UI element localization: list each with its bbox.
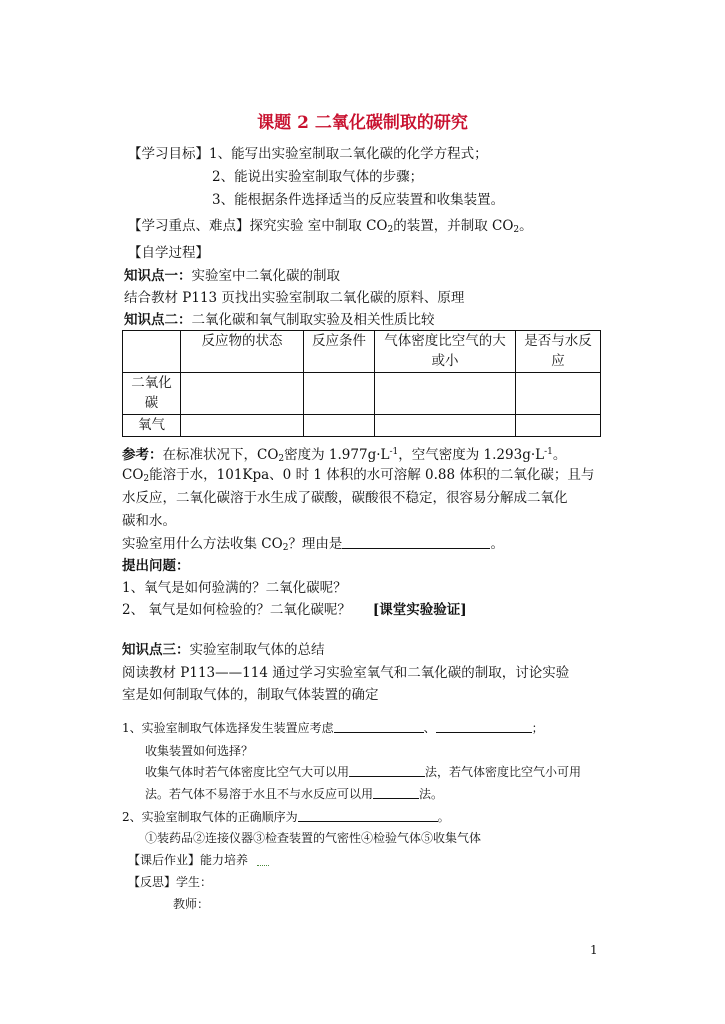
questions-heading: 提出问题： [122,558,190,574]
table-header-row [123,331,601,373]
key-points-label: 【学习重点、难点】 [128,218,250,234]
objective-item: 1、能写出实验室制取二氧化碳的化学方程式； [209,146,488,162]
knowledge-point-2: 知识点二：二氧化碳和氧气制取实验及相关性质比较 [124,312,435,328]
summary-item-2-steps: ①装药品②连接仪器③检查装置的气密性④检验气体⑤收集气体 [145,831,482,845]
kp3-reading-1: 阅读教材 P113——114 通过学习实验室氧气和二氧化碳的制取，讨论实验 [122,665,570,681]
table-header-cell [123,331,181,373]
reference-line-1: 参考：在标准状况下，$CO_2$密度为 $1.977g\cdot L^{-1}$，空气密度为 $1.293g\cdot L^{-1}$。 [122,447,567,464]
objective-item: 3、能根据条件选择适当的反应装置和收集装置。 [212,192,505,208]
table-cell [516,415,601,437]
answer-blank[interactable] [342,535,490,549]
reflection-teacher: 教师： [173,897,210,911]
table-cell [181,415,304,437]
summary-item-2: 2、实验室制取气体的正确顺序为 。 [122,810,450,824]
table-row [123,415,601,437]
question-2: 2、 氧气是如何检验的？二氧化碳呢？ [课堂实验验证] [122,602,467,618]
reference-line-4: 碳和水。 [122,513,176,529]
page-number: 1 [590,943,598,957]
summary-item-1: 1、实验室制取气体选择发生装置应考虑 、 ； [122,721,544,735]
knowledge-point-3: 知识点三：实验室制取气体的总结 [122,642,325,658]
kp1-instruction: 结合教材 P113 页找出实验室制取二氧化碳的原料、原理 [124,290,465,306]
page-title: 课题 2 二氧化碳制取的研究 [257,113,468,133]
objectives-section [128,145,488,163]
answer-blank[interactable] [349,763,425,777]
answer-blank[interactable] [436,719,532,733]
row-label-co2: 二氧化碳 [123,373,181,415]
table-row [123,373,601,415]
answer-blank[interactable] [334,719,424,733]
homework-label: 【课后作业】 [128,853,201,867]
kp1-label: 知识点一： [124,268,192,284]
summary-item-1-rule-a: 收集气体时若气体密度比空气大可以用 法，若气体密度比空气小可用 [145,765,582,779]
spellcheck-underline [257,862,269,866]
key-points: 【学习重点、难点】探究实验 室中制取 $CO_2$的装置，并制取 $CO_2$。 [128,218,533,235]
reflection-label: 【反思】 [128,875,177,889]
classroom-verify-tag: [课堂实验验证] [372,602,467,618]
kp3-reading-2: 室是如何制取气体的，制取气体装置的确定 [122,687,379,703]
table-header-cell: 反应条件 [304,331,375,373]
table-cell [181,373,304,415]
reference-line-2: $CO_2$能溶于水，101Kpa、0 时 1 体积的水可溶解 0.88 体积的二氧化碳；且与 [122,467,595,484]
table-cell [304,415,375,437]
knowledge-point-1: 知识点一：实验室中二氧化碳的制取 [124,268,340,284]
kp3-label: 知识点三： [122,642,190,658]
kp2-label: 知识点二： [124,312,192,328]
table-cell [516,373,601,415]
objectives-label: 【学习目标】 [128,146,209,162]
answer-blank[interactable] [373,785,419,799]
collection-question: 实验室用什么方法收集 $CO_2$？理由是 。 [122,536,504,553]
objective-item: 2、能说出实验室制取气体的步骤； [212,169,424,185]
answer-blank[interactable] [298,808,438,822]
reference-line-3: 水反应，二氧化碳溶于水生成了碳酸，碳酸很不稳定，很容易分解成二氧化 [122,490,568,506]
summary-item-1-collection: 收集装置如何选择？ [145,744,254,758]
row-label-o2: 氧气 [123,415,181,437]
table-cell [375,415,516,437]
table-header-cell: 气体密度比空气的大或小 [375,331,516,373]
reflection: 【反思】学生： [128,875,213,889]
question-1: 1、氧气是如何验满的？二氧化碳呢？ [122,580,347,596]
homework: 【课后作业】能力培养 [128,853,249,867]
table-header-cell: 反应物的状态 [181,331,304,373]
table-cell [304,373,375,415]
summary-item-1-rule-b: 法。若气体不易溶于水且不与水反应可以用 法。 [145,787,444,801]
comparison-table [122,330,601,437]
reference-label: 参考： [122,447,163,463]
self-study-heading: 【自学过程】 [128,245,209,261]
table-header-cell: 是否与水反应 [516,331,601,373]
table-cell [375,373,516,415]
